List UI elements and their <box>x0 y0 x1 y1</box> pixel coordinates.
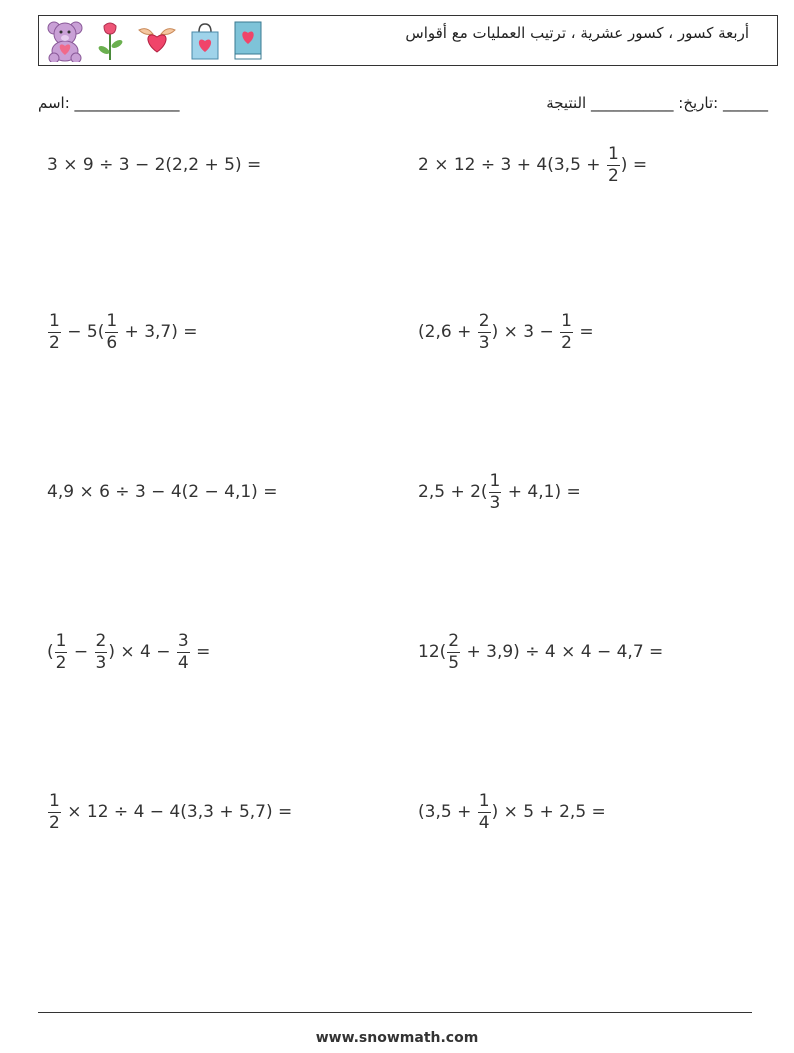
fraction <box>95 630 108 673</box>
fraction <box>55 630 68 673</box>
problem-text: 12( <box>418 642 447 662</box>
problem-text: = <box>190 642 211 662</box>
problem-text: ) × 4 − <box>108 642 176 662</box>
problem-text: ( <box>47 642 54 662</box>
fraction-denominator: 4 <box>177 652 189 673</box>
book-heart-icon <box>231 20 265 62</box>
problem-text: × 12 ÷ 4 − 4(3,3 + 5,7) = <box>61 802 293 822</box>
fraction-denominator: 2 <box>607 165 619 186</box>
teddy-bear-icon <box>45 20 85 62</box>
problem-2 <box>418 143 647 187</box>
problem-text: (2,6 + <box>418 322 477 342</box>
date-score-field: ______ :تاريخ: ___________ النتيجة <box>546 94 768 112</box>
footer-url: www.snowmath.com <box>315 1030 479 1046</box>
fraction-numerator: 1 <box>478 790 490 811</box>
problem-7 <box>47 630 210 674</box>
fraction <box>489 470 502 513</box>
fraction-denominator: 2 <box>49 332 60 353</box>
problem-text: ) = <box>620 155 648 175</box>
problem-text: ) × 3 − <box>491 322 560 342</box>
fraction <box>105 310 118 353</box>
problem-text: − 5( <box>61 322 105 342</box>
fraction-numerator: 1 <box>561 310 572 331</box>
fraction-denominator: 6 <box>106 332 118 353</box>
problem-9 <box>47 790 292 834</box>
fraction-denominator: 3 <box>489 492 501 513</box>
fraction <box>48 790 61 833</box>
problem-text: (3,5 + <box>418 802 477 822</box>
problem-text: + 3,9) ÷ 4 × 4 − 4,7 = <box>461 642 664 662</box>
problem-text: = <box>573 322 594 342</box>
fraction <box>447 630 460 673</box>
fraction-numerator: 1 <box>55 630 67 651</box>
problem-4 <box>418 310 594 354</box>
fraction-numerator: 1 <box>106 310 118 331</box>
rose-icon <box>93 20 127 62</box>
problem-text: 4,9 × 6 ÷ 3 − 4(2 − 4,1) = <box>47 482 278 502</box>
problem-8 <box>418 630 663 674</box>
fraction-denominator: 3 <box>95 652 107 673</box>
fraction <box>177 630 190 673</box>
fraction-denominator: 5 <box>448 652 460 673</box>
fraction-numerator: 3 <box>177 630 189 651</box>
problem-text: + 3,7) = <box>119 322 198 342</box>
problem-10 <box>418 790 606 834</box>
problem-text: − <box>68 642 94 662</box>
worksheet-header <box>38 15 778 66</box>
worksheet-title: أربعة كسور ، كسور عشرية ، ترتيب العمليات مع أقواس <box>405 24 749 42</box>
fraction-numerator: 1 <box>607 143 619 164</box>
fraction-numerator: 2 <box>448 630 460 651</box>
fraction-numerator: 2 <box>478 310 490 331</box>
problem-3 <box>47 310 198 354</box>
fraction-denominator: 2 <box>55 652 67 673</box>
fraction-denominator: 2 <box>561 332 572 353</box>
shopping-bag-heart-icon <box>187 20 223 62</box>
fraction-numerator: 1 <box>489 470 501 491</box>
fraction <box>478 790 491 833</box>
fraction-numerator: 1 <box>49 790 60 811</box>
problem-text: 3 × 9 ÷ 3 − 2(2,2 + 5) = <box>47 155 262 175</box>
winged-heart-icon <box>135 20 179 62</box>
name-field: ______________ :اسم <box>38 94 180 112</box>
fraction <box>560 310 573 353</box>
fraction-denominator: 3 <box>478 332 490 353</box>
problem-6 <box>418 470 581 514</box>
fraction-numerator: 2 <box>95 630 107 651</box>
problem-5 <box>47 470 277 514</box>
fraction <box>478 310 491 353</box>
fraction-denominator: 2 <box>49 812 60 833</box>
problem-text: 2,5 + 2( <box>418 482 488 502</box>
problem-1 <box>47 143 261 187</box>
footer-divider <box>38 1012 752 1013</box>
problem-text: 2 × 12 ÷ 3 + 4(3,5 + <box>418 155 606 175</box>
fraction-numerator: 1 <box>49 310 60 331</box>
fraction <box>607 143 620 186</box>
fraction <box>48 310 61 353</box>
problem-text: + 4,1) = <box>502 482 581 502</box>
fraction-denominator: 4 <box>478 812 490 833</box>
header-icons <box>45 20 265 62</box>
problem-text: ) × 5 + 2,5 = <box>491 802 606 822</box>
